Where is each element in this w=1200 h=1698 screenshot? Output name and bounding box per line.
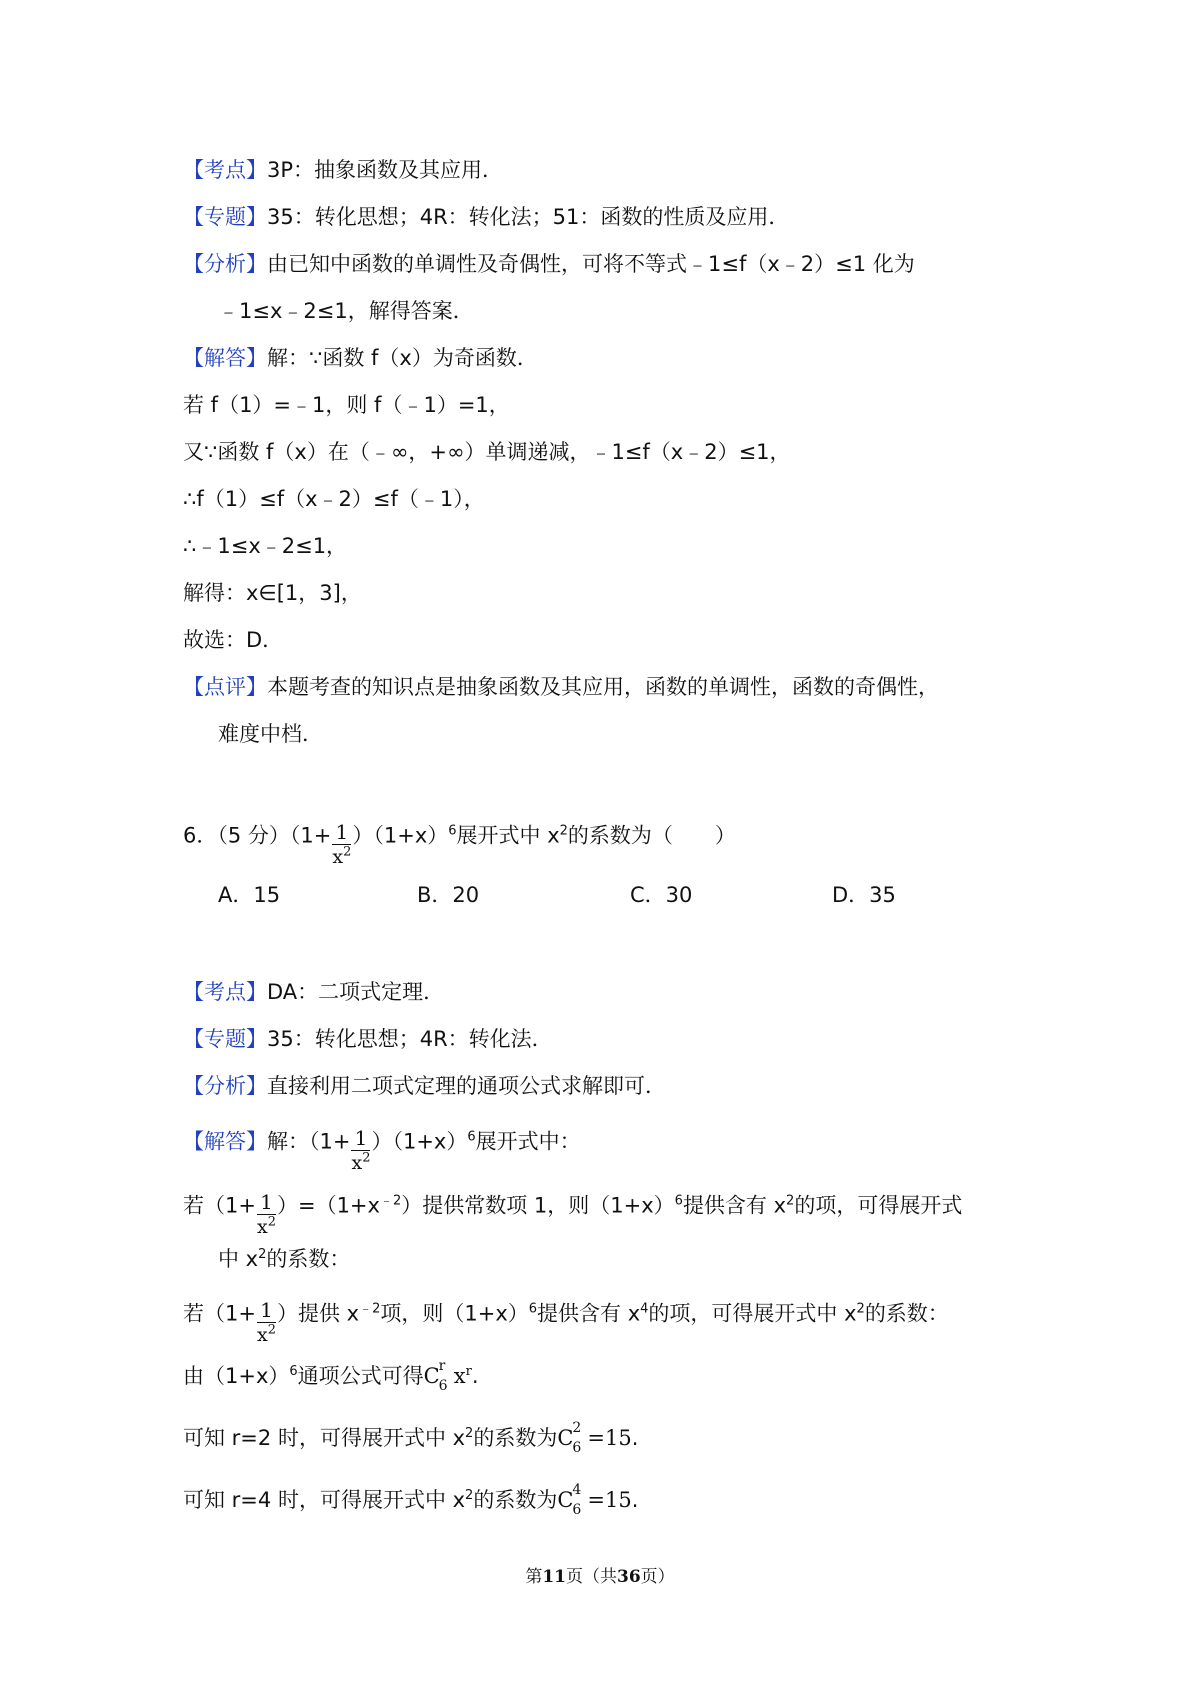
tag-fenxi-2: 【分析】 bbox=[183, 1074, 267, 1098]
frac-num: 1 bbox=[257, 1190, 276, 1215]
q6-l3-a: 由（1+x） bbox=[183, 1364, 290, 1388]
x-pow-r: r bbox=[465, 1364, 472, 1379]
q6-l5-b: 的系数为 bbox=[473, 1488, 558, 1512]
footer-pre: 第 bbox=[525, 1567, 543, 1587]
pow-2: 2 bbox=[559, 823, 568, 839]
q5-kaodian-text: 3P：抽象函数及其应用． bbox=[267, 158, 504, 182]
comb-sup: 2 bbox=[572, 1420, 582, 1436]
q6-jieda bbox=[183, 1118, 581, 1174]
q6-zhuanti bbox=[183, 1024, 553, 1054]
q6-l1-a: 若（1+ bbox=[183, 1193, 256, 1218]
pow-neg2: ﹣2 bbox=[359, 1301, 381, 1317]
comb-sup: r bbox=[438, 1358, 446, 1374]
q5-line-3: 又∵函数 f（x）在（﹣∞，+∞）单调递减，﹣1≤f（x﹣2）≤1， bbox=[183, 440, 791, 464]
comb-sub: 6 bbox=[572, 1502, 582, 1518]
q6-l1cont-b: 的系数： bbox=[266, 1247, 351, 1271]
pow-4: 4 bbox=[640, 1301, 649, 1317]
frac-den bbox=[332, 845, 351, 869]
q6-l3-end: . bbox=[471, 1364, 479, 1388]
q6-l2-e: 的项，可得展开式中 x bbox=[648, 1301, 857, 1326]
q6-l2-f: 的系数： bbox=[864, 1301, 949, 1326]
footer-mid: 页（共 bbox=[566, 1567, 617, 1587]
q6-l2-c: 项，则（1+x） bbox=[380, 1301, 529, 1326]
footer-post: 页） bbox=[640, 1567, 675, 1587]
q5-dianping-cont: 难度中档． bbox=[218, 722, 323, 746]
fraction-1-over-x2 bbox=[332, 820, 351, 869]
tag-zhuanti-2: 【专题】 bbox=[183, 1027, 267, 1051]
frac-num: 1 bbox=[257, 1298, 276, 1323]
choice-d: D．35 bbox=[832, 883, 896, 907]
frac-den bbox=[351, 1151, 370, 1175]
combination-c6r bbox=[423, 1358, 454, 1394]
pow-2: 2 bbox=[465, 1426, 474, 1441]
comb-sup: 4 bbox=[572, 1482, 582, 1498]
q6-l3-b: 通项公式可得 bbox=[297, 1364, 424, 1388]
combination-c64 bbox=[557, 1482, 587, 1518]
tag-jieda-2: 【解答】 bbox=[183, 1129, 267, 1154]
q6-kaodian bbox=[183, 977, 444, 1007]
q5-line-7: 故选：D． bbox=[183, 628, 284, 652]
q6-l5-a: 可知 r=4 时，可得展开式中 x bbox=[183, 1488, 466, 1512]
page-number: 11 bbox=[542, 1567, 566, 1587]
pow-2: 2 bbox=[258, 1247, 267, 1262]
pow-6: 6 bbox=[448, 823, 457, 839]
q6-l2-b: ）提供 x bbox=[276, 1301, 360, 1326]
q6-kaodian-text: DA：二项式定理． bbox=[267, 980, 445, 1004]
tag-jieda: 【解答】 bbox=[183, 346, 267, 370]
q5-fenxi bbox=[183, 249, 915, 279]
q6-line-1 bbox=[183, 1182, 963, 1238]
fraction-1-over-x2 bbox=[351, 1126, 370, 1175]
choice-a: A．15 bbox=[218, 883, 281, 907]
tag-kaodian-2: 【考点】 bbox=[183, 980, 267, 1004]
frac-den bbox=[257, 1323, 276, 1347]
q6-l5-end: . bbox=[631, 1488, 639, 1512]
tag-kaodian: 【考点】 bbox=[183, 158, 267, 182]
q6-l4-b: 的系数为 bbox=[473, 1426, 558, 1450]
q6-zhuanti-text: 35：转化思想；4R：转化法． bbox=[267, 1027, 553, 1051]
total-pages: 36 bbox=[617, 1567, 641, 1587]
q6-jieda-a: 解：（1+ bbox=[267, 1129, 351, 1154]
q6-jieda-b: ）（1+x） bbox=[371, 1129, 468, 1154]
q6-l1-b: ）=（1+x bbox=[276, 1193, 380, 1218]
pow-6: 6 bbox=[674, 1193, 683, 1209]
q5-zhuanti bbox=[183, 202, 789, 232]
q5-line-5: ∴﹣1≤x﹣2≤1， bbox=[183, 534, 348, 558]
q6-line-5 bbox=[183, 1482, 639, 1518]
q6-line-2 bbox=[183, 1290, 949, 1346]
q6-l1-c: ）提供常数项 1，则（1+x） bbox=[401, 1193, 675, 1218]
q5-line-4: ∴f（1）≤f（x﹣2）≤f（﹣1）， bbox=[183, 487, 485, 511]
frac-den-pow: 2 bbox=[362, 1150, 371, 1166]
q6-stem-c: 展开式中 x bbox=[456, 823, 560, 848]
frac-num: 1 bbox=[351, 1126, 370, 1151]
q6-l2-d: 提供含有 x bbox=[537, 1301, 641, 1326]
q6-l1-d: 提供含有 x bbox=[682, 1193, 787, 1218]
q5-dianping bbox=[183, 672, 939, 702]
q6-l4-a: 可知 r=2 时，可得展开式中 x bbox=[183, 1426, 466, 1450]
frac-den-pow: 2 bbox=[267, 1322, 276, 1338]
pow-2: 2 bbox=[465, 1488, 474, 1503]
q5-kaodian bbox=[183, 155, 503, 185]
q6-line-3 bbox=[183, 1358, 479, 1394]
q5-zhuanti-text: 35：转化思想；4R：转化法；51：函数的性质及应用． bbox=[267, 205, 790, 229]
fraction-1-over-x2 bbox=[257, 1298, 276, 1347]
q6-stem-d: 的系数为（ ） bbox=[567, 823, 736, 848]
frac-den-x: x bbox=[256, 1324, 268, 1346]
q6-l5-val: =15 bbox=[587, 1488, 632, 1512]
q6-l2-a: 若（1+ bbox=[183, 1301, 256, 1326]
pow-2: 2 bbox=[856, 1301, 865, 1317]
q6-l4-end: . bbox=[631, 1426, 639, 1450]
q6-stem-b: ）（1+x） bbox=[352, 823, 449, 848]
q5-jieda-text: 解：∵函数 f（x）为奇函数． bbox=[267, 346, 538, 370]
frac-den-x: x bbox=[332, 846, 344, 868]
q5-line-6: 解得：x∈[1，3]， bbox=[183, 581, 362, 605]
q6-fenxi bbox=[183, 1071, 666, 1101]
comb-sub: 6 bbox=[438, 1378, 448, 1394]
pow-neg2: ﹣2 bbox=[379, 1193, 402, 1209]
q6-line-4 bbox=[183, 1420, 639, 1456]
q5-jieda bbox=[183, 343, 538, 373]
tag-dianping: 【点评】 bbox=[183, 675, 267, 699]
q6-jieda-c: 展开式中： bbox=[475, 1129, 581, 1154]
tag-fenxi: 【分析】 bbox=[183, 252, 267, 276]
frac-den bbox=[257, 1215, 276, 1239]
pow-6: 6 bbox=[528, 1301, 538, 1317]
q5-fenxi-cont: ﹣1≤x﹣2≤1，解得答案． bbox=[218, 299, 474, 323]
choice-b: B．20 bbox=[417, 883, 480, 907]
pow-6: 6 bbox=[467, 1129, 476, 1145]
pow-6: 6 bbox=[289, 1364, 298, 1379]
q5-fenxi-text-1: 由已知中函数的单调性及奇偶性，可将不等式﹣1≤f（x﹣2）≤1 化为 bbox=[267, 252, 915, 276]
comb-base: C bbox=[557, 1426, 574, 1450]
frac-den-x: x bbox=[256, 1216, 268, 1238]
frac-num: 1 bbox=[332, 820, 351, 845]
tag-zhuanti: 【专题】 bbox=[183, 205, 267, 229]
q6-stem-a: 6．（5 分）（1+ bbox=[183, 823, 332, 848]
combination-c62 bbox=[557, 1420, 587, 1456]
comb-base: C bbox=[557, 1488, 574, 1512]
x-base: x bbox=[453, 1364, 466, 1388]
comb-sub: 6 bbox=[572, 1440, 582, 1456]
choice-c: C．30 bbox=[630, 883, 693, 907]
q6-fenxi-text: 直接利用二项式定理的通项公式求解即可． bbox=[267, 1074, 666, 1098]
page-footer bbox=[0, 1562, 1200, 1587]
frac-den-pow: 2 bbox=[343, 844, 352, 860]
q6-l4-val: =15 bbox=[587, 1426, 632, 1450]
q6-line-1-cont bbox=[218, 1244, 350, 1274]
fraction-1-over-x2 bbox=[257, 1190, 276, 1239]
q6-stem bbox=[183, 812, 736, 868]
comb-base: C bbox=[423, 1364, 440, 1388]
q5-dianping-text: 本题考查的知识点是抽象函数及其应用，函数的单调性，函数的奇偶性， bbox=[267, 675, 939, 699]
q5-line-2: 若 f（1）=﹣1，则 f（﹣1）=1， bbox=[183, 393, 510, 417]
q6-l1-e: 的项，可得展开式 bbox=[794, 1193, 963, 1218]
frac-den-pow: 2 bbox=[267, 1214, 276, 1230]
frac-den-x: x bbox=[351, 1152, 363, 1174]
q6-l1cont-a: 中 x bbox=[218, 1247, 259, 1271]
pow-2: 2 bbox=[786, 1193, 795, 1209]
